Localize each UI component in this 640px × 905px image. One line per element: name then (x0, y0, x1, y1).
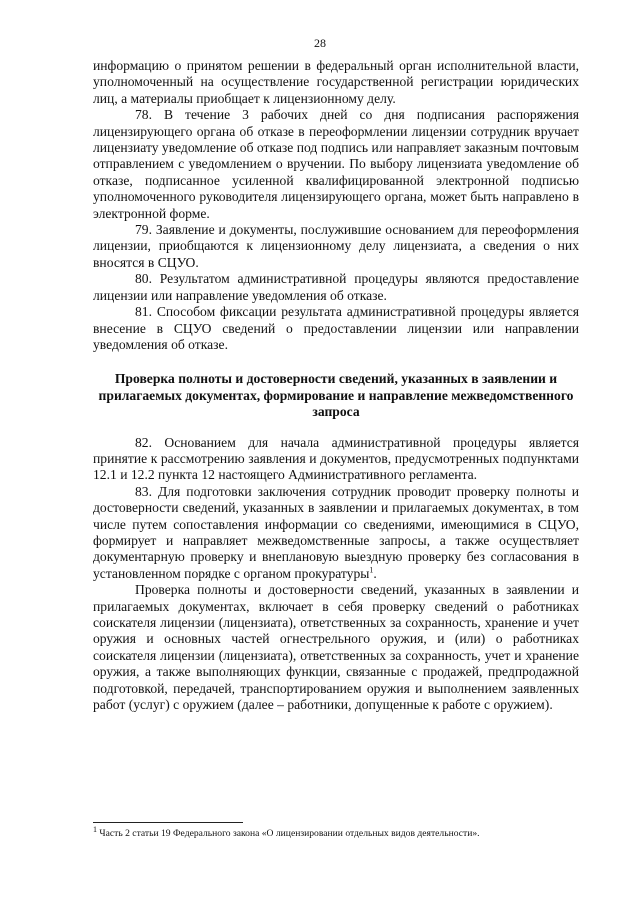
paragraph-81: 81. Способом фиксации результата административной процедуры является внесение в СЦУО сведений о предоставлении лицензии или направлении уведомления об отказе. (93, 304, 579, 352)
paragraph-78: 78. В течение 3 рабочих дней со дня подписания распоряжения лицензирующего органа об отказе в переоформлении лицензии сотрудник вручает лицензиату уведомление об отказе под подпись или направляет заказным почтовым отправлением с уведомлением о вручении. По выбору лицензиата уведомление об отказе, подписанное усиленной квалифицированной электронной подписью уполномоченного руководителя лицензирующего органа, может быть направлено в электронной форме. (93, 107, 579, 221)
paragraph-82: 82. Основанием для начала административной процедуры является принятие к рассмотрению заявления и документов, предусмотренных подпунктами 12.1 и 12.2 пункта 12 настоящего Административного регламента. (93, 434, 579, 483)
footnote-divider (93, 822, 243, 823)
paragraph-continuation: информацию о принятом решении в федеральный орган исполнительной власти, уполномоченный на осуществление государственной регистрации юридических лиц, а материалы приобщает к лицензионному делу. (93, 58, 579, 106)
page-number: 28 (314, 36, 326, 50)
footnote-marker: 1 (93, 824, 97, 834)
footnote-text: Часть 2 статьи 19 Федерального закона «О лицензировании отдельных видов деятельности». (97, 828, 480, 839)
footnote (93, 824, 583, 840)
footnote-reference: 1 (369, 565, 374, 575)
paragraph-79: 79. Заявление и документы, послужившие основанием для переоформления лицензии, приобщаются к лицензионному делу лицензиата, а сведения о них вносятся в СЦУО. (93, 222, 579, 270)
body-text (93, 58, 579, 713)
paragraph-83-text: 83. Для подготовки заключения сотрудник проводит проверку полноты и достоверности сведений, указанных в заявлении и прилагаемых документах, в том числе путем сопоставления информации со сведениями, имеющимися в СЦУО, формирует и направляет межведомственные запросы, а также осуществляет документарную проверку и внеплановую выездную проверку без согласования в установленном порядке с органом прокуратуры (93, 483, 579, 581)
paragraph-84: Проверка полноты и достоверности сведений, указанных в заявлении и прилагаемых документах, включает в себя проверку сведений о работниках соискателя лицензии (лицензиата), ответственных за сохранность, хранение и учет оружия и основных частей огнестрельного оружия, и (или) о работниках соискателя лицензии (лицензиата), ответственных за сохранность, учет и хранение оружия, а также выполняющих функции, связанные с продажей, предпродажной подготовкой, передачей, транспортированием оружия и выполнением заявленных работ (услуг) с оружием (далее – работники, допущенные к работе с оружием). (93, 582, 579, 713)
section-heading: Проверка полноты и достоверности сведений, указанных в заявлении и прилагаемых документах, формирование и направление межведомственного запроса (98, 371, 574, 420)
paragraph-80: 80. Результатом административной процедуры являются предоставление лицензии или направление уведомления об отказе. (93, 271, 579, 303)
paragraph-83 (93, 484, 579, 582)
paragraph-83-end: . (373, 565, 377, 581)
